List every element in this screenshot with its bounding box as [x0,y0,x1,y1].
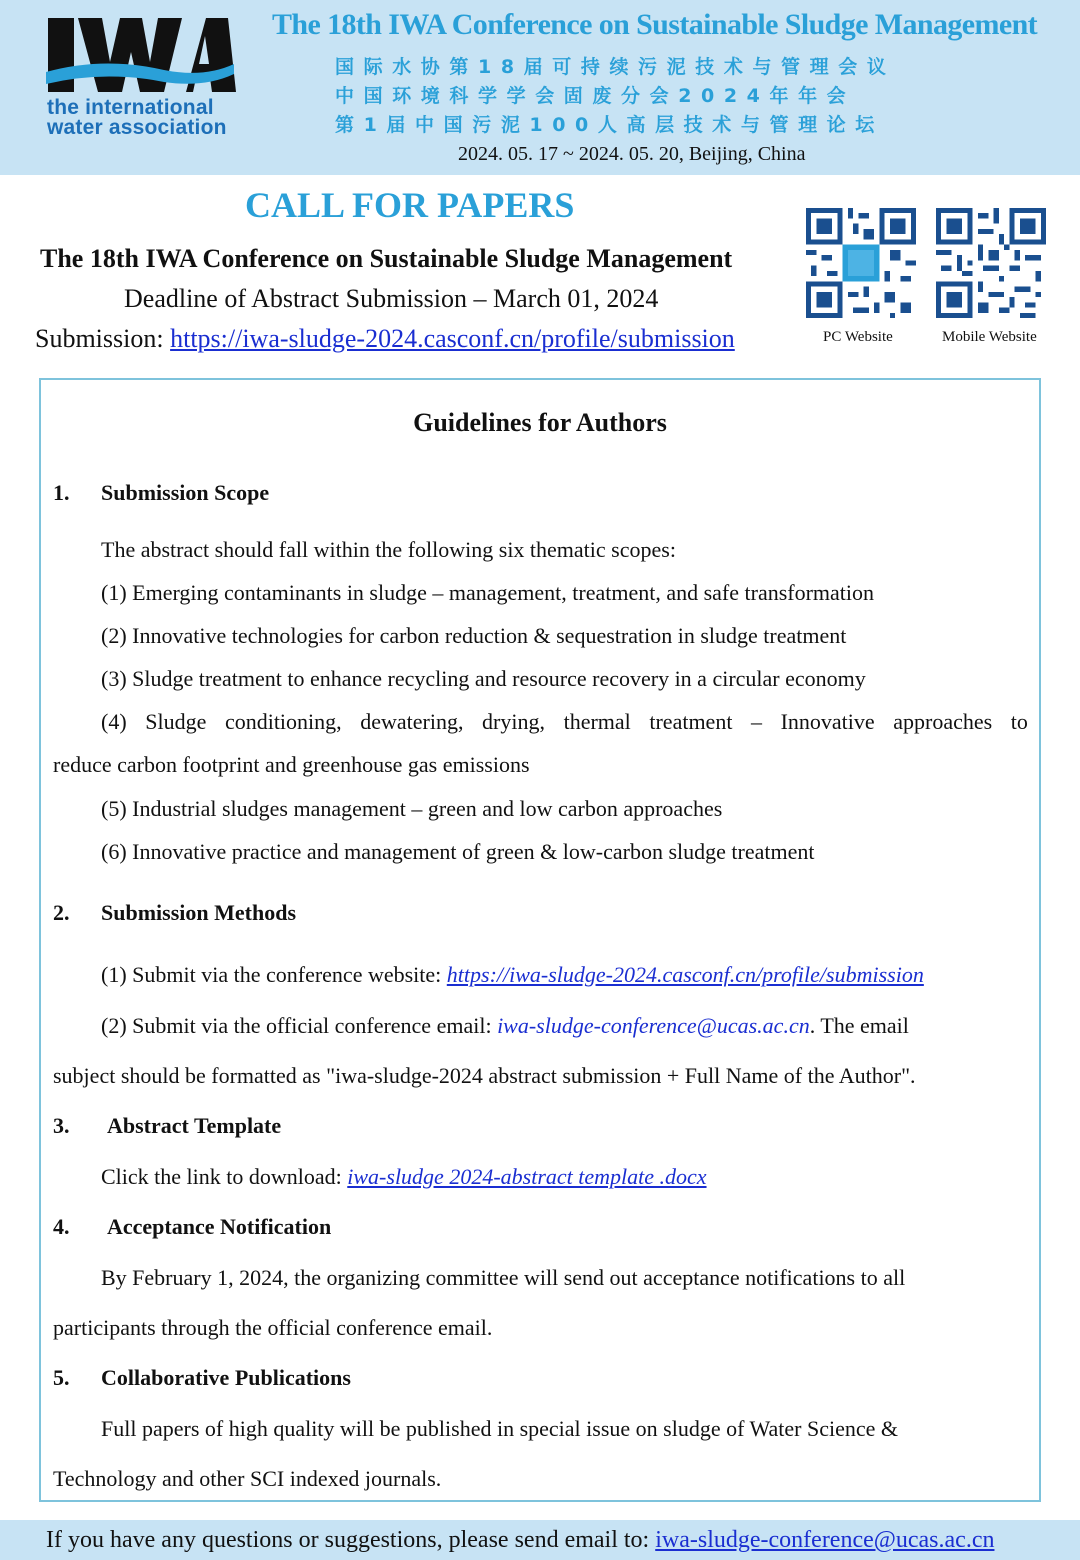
scope-item-4-word: Innovative [780,709,875,734]
scope-item-4-word: to [1010,709,1028,734]
guidelines-heading: Guidelines for Authors [413,408,667,437]
call-for-papers-heading: CALL FOR PAPERS [245,185,575,225]
notification-line-2: participants through the official conference email. [53,1315,493,1340]
section-5-number: 5. [53,1365,70,1390]
section-1-title: Submission Scope [101,480,270,505]
method-2-email[interactable]: iwa-sludge-conference@ucas.ac.cn [497,1013,810,1038]
section-4-number: 4. [53,1214,70,1239]
publications-line-2: Technology and other SCI indexed journals. [53,1466,442,1491]
publications-line-1: Full papers of high quality will be published in special issue on sludge of Water Science & [101,1416,899,1441]
scope-item-4-line-1 [101,709,1028,735]
template-text: Click the link to download: [101,1164,348,1189]
section-5-title: Collaborative Publications [101,1365,351,1390]
submission-link[interactable]: https://iwa-sludge-2024.casconf.cn/profile/submission [170,324,735,353]
section-3-number: 3. [53,1113,70,1138]
scope-item-4-word: drying, [482,709,545,734]
logo-text-line1: the international [47,96,214,119]
scope-item-4-word: thermal [563,709,631,734]
scope-item-4-word: approaches [893,709,993,734]
method-2-line-2: subject should be formatted as "iwa-sludge-2024 abstract submission + Full Name of the Author". [53,1063,916,1088]
pc-website-qr-code[interactable] [806,208,916,318]
section-4-title: Acceptance Notification [107,1214,332,1239]
template-download-link[interactable]: iwa-sludge 2024-abstract template .docx [347,1164,707,1189]
submission-label: Submission: [35,324,171,353]
footer-contact [46,1527,994,1554]
scope-item-1: (1) Emerging contaminants in sludge – management, treatment, and safe transformation [101,580,875,605]
conference-title-cn-2: 中国环境科学学会固废分会2024年年会 [335,85,856,107]
footer-email-link[interactable]: iwa-sludge-conference@ucas.ac.cn [655,1527,995,1553]
submission-line [35,324,735,354]
method-2 [101,1013,909,1039]
scope-intro: The abstract should fall within the following six thematic scopes: [101,537,676,562]
mobile-website-label: Mobile Website [942,329,1037,345]
scope-item-4-word: Sludge [145,709,207,734]
pc-website-label: PC Website [823,329,893,345]
mobile-website-qr-code[interactable] [936,208,1046,318]
conference-title-en: The 18th IWA Conference on Sustainable Sludge Management [272,8,1038,41]
method-1-link[interactable]: https://iwa-sludge-2024.casconf.cn/profile/submission [446,962,924,987]
scope-item-6: (6) Innovative practice and management of green & low-carbon sludge treatment [101,839,815,864]
footer-text: If you have any questions or suggestions, please send email to: [46,1527,656,1553]
section-2-number: 2. [53,900,70,925]
conference-name: The 18th IWA Conference on Sustainable Sludge Management [40,244,733,273]
deadline-text: Deadline of Abstract Submission – March 01, 2024 [124,284,659,313]
scope-item-4-word: dewatering, [360,709,464,734]
scope-item-4-word: (4) [101,709,127,734]
method-2-suffix: . The email [809,1013,909,1038]
method-1-text: (1) Submit via the conference website: [101,962,447,987]
conference-dates: 2024. 05. 17 ~ 2024. 05. 20, Beijing, China [458,143,806,165]
scope-item-4-word: conditioning, [224,709,342,734]
scope-item-3: (3) Sludge treatment to enhance recycling and resource recovery in a circular economy [101,666,866,691]
scope-item-4-line-2: reduce carbon footprint and greenhouse gas emissions [53,752,530,777]
conference-title-cn-1: 国际水协第18届可持续污泥技术与管理会议 [335,56,896,78]
section-1-number: 1. [53,480,70,505]
section-3-title: Abstract Template [107,1113,282,1138]
conference-title-cn-3: 第1届中国污泥100人高层技术与管理论坛 [335,114,884,136]
section-2-title: Submission Methods [101,900,297,925]
scope-item-5: (5) Industrial sludges management – green and low carbon approaches [101,796,723,821]
scope-item-4-word: treatment [649,709,733,734]
logo-text-line2: water association [47,116,227,139]
method-1 [101,962,924,988]
scope-item-2: (2) Innovative technologies for carbon reduction & sequestration in sludge treatment [101,623,847,648]
template-line [101,1164,707,1190]
method-2-text: (2) Submit via the official conference email: [101,1013,498,1038]
notification-line-1: By February 1, 2024, the organizing committee will send out acceptance notifications to all [101,1265,906,1290]
scope-item-4-word: – [751,709,763,734]
